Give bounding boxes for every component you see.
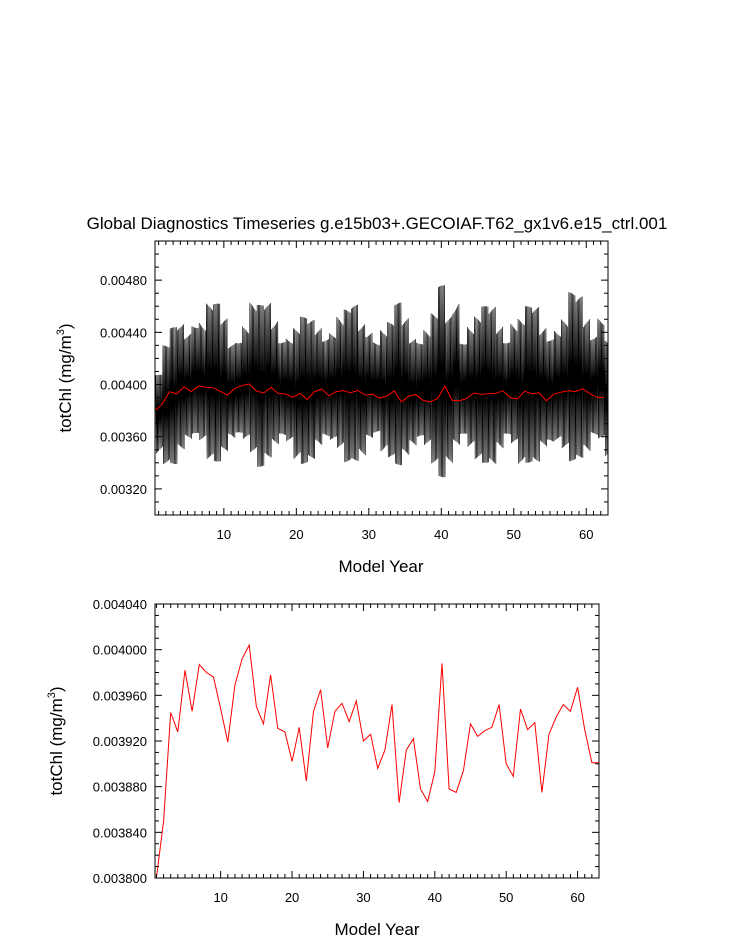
x-tick-label: 40 [434,527,449,542]
monthly-panel-ylabel: totChl $(mg/m^3)$ [55,323,75,433]
annual-panel-ticks [93,597,599,905]
annual-mean-line [156,645,599,878]
x-tick-label: 50 [498,890,514,905]
x-tick-label: 30 [356,890,371,905]
y-tick-label: 0.004040 [92,597,147,612]
y-tick-label: 0.00400 [100,377,147,393]
figure-title: Global Diagnostics Timeseries g.e15b03+.GECOIAF.T62_gx1v6.e15_ctrl.001 [86,214,668,233]
annual-panel-ylabel: totChl $(mg/m^3)$ [46,686,66,796]
annual-panel [46,597,599,939]
y-tick-label: 0.003840 [92,825,147,841]
y-tick-label: 0.003960 [92,688,147,704]
y-tick-label: 0.00320 [100,481,147,497]
annual-panel-xlabel: Model Year [334,920,420,939]
x-tick-label: 20 [289,527,304,542]
x-tick-label: 10 [216,527,232,542]
monthly-panel [55,241,608,576]
annual-panel-plot [156,645,599,878]
x-tick-label: 40 [427,890,443,905]
y-tick-label: 0.00440 [100,325,147,341]
x-tick-label: 30 [361,527,377,542]
y-tick-label: 0.003920 [92,734,147,749]
monthly-series-line [156,285,608,477]
x-tick-label: 50 [506,527,522,542]
y-tick-label: 0.003880 [92,779,147,795]
monthly-panel-xlabel: Model Year [338,557,424,576]
y-tick-label: 0.003800 [92,871,147,886]
monthly-panel-plot [155,285,608,477]
y-tick-label: 0.00360 [100,429,147,445]
annual-panel-frame [155,604,599,878]
x-tick-label: 60 [579,527,594,542]
y-tick-label: 0.004000 [92,642,147,658]
x-tick-label: 60 [570,890,585,905]
x-tick-label: 20 [284,890,300,905]
x-tick-label: 10 [213,890,228,905]
y-tick-label: 0.00480 [100,273,147,289]
